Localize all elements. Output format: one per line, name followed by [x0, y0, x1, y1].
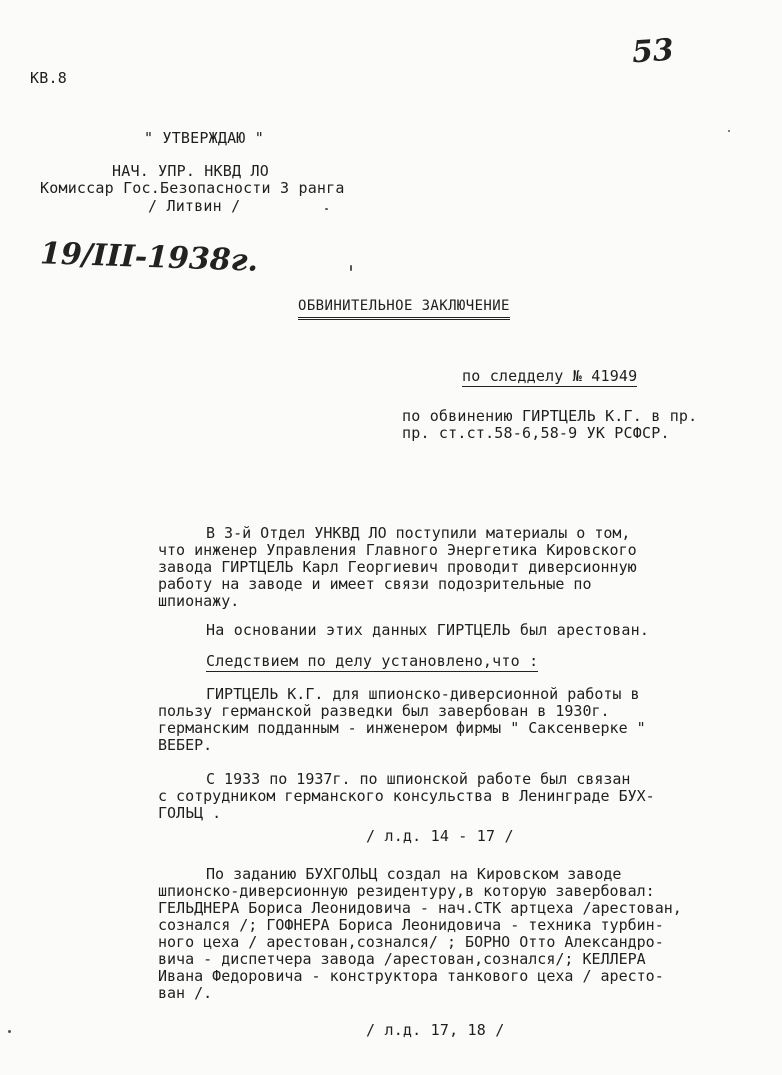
header-code: КВ.8 [30, 69, 67, 87]
paragraph-1-line: завода ГИРТЦЕЛЬ Карл Георгиевич проводит диверсионную [158, 558, 637, 576]
paragraph-6-line: сознался /; ГОФНЕРА Бориса Леонидовича - техника турбин- [158, 916, 664, 934]
paragraph-1-line: шпионажу. [158, 592, 240, 610]
page-number: 53 [630, 32, 675, 71]
paragraph-6-line: Ивана Федоровича - конструктора танкового цеха / аресто- [158, 967, 664, 985]
paragraph-6-line: вича - диспетчера завода /арестован,сознался/; КЕЛЛЕРА [158, 950, 646, 968]
approval-name: / Литвин / [148, 197, 241, 215]
paragraph-4-line: ВЕБЕР. [158, 736, 213, 754]
approval-position-line1: НАЧ. УПР. НКВД ЛО [112, 162, 269, 180]
approval-date-handwritten: 19/III-1938г. [39, 236, 259, 279]
charge-line-2: пр. ст.ст.58-6,58-9 УК РСФСР. [402, 424, 670, 442]
document-title: ОБВИНИТЕЛЬНОЕ ЗАКЛЮЧЕНИЕ [298, 298, 510, 320]
paragraph-6-line: ного цеха / арестован,сознался/ ; БОРНО Отто Александро- [158, 933, 664, 951]
paragraph-1-line: работу на заводе и имеет связи подозрительные по [158, 575, 592, 593]
paragraph-4-line: ГИРТЦЕЛЬ К.Г. для шпионско-диверсионной работы в [206, 685, 640, 703]
case-number: по следделу № 41949 [462, 367, 638, 385]
scan-speck [728, 130, 730, 132]
approval-title: " УТВЕРЖДАЮ " [144, 129, 264, 147]
paragraph-1-line: что инженер Управления Главного Энергетика Кировского [158, 541, 637, 559]
paragraph-6-line: ГЕЛЬДНЕРА Бориса Леонидовича - нач.СТК артцеха /арестован, [158, 899, 682, 917]
charge-line-1: по обвинению ГИРТЦЕЛЬ К.Г. в пр. [402, 407, 698, 425]
reference-2: / л.д. 17, 18 / [366, 1021, 505, 1039]
scan-speck [8, 1030, 11, 1033]
paragraph-1-line: В 3-й Отдел УНКВД ЛО поступили материалы о том, [206, 524, 631, 542]
paragraph-6-line: По заданию БУХГОЛЬЦ создал на Кировском заводе [206, 865, 622, 883]
scan-speck [350, 265, 352, 271]
paragraph-5-line: С 1933 по 1937г. по шпионской работе был связан [206, 770, 631, 788]
paragraph-2: На основании этих данных ГИРТЦЕЛЬ был арестован. [206, 621, 650, 639]
scan-speck [325, 208, 328, 210]
paragraph-6-line: шпионско-диверсионную резидентуру,в которую завербовал: [158, 882, 655, 900]
paragraph-6-line: ван /. [158, 984, 213, 1002]
reference-1: / л.д. 14 - 17 / [366, 827, 514, 845]
paragraph-5-line: с сотрудником германского консульства в Ленинграде БУХ- [158, 787, 655, 805]
approval-position-line2: Комиссар Гос.Безопасности 3 ранга [40, 179, 345, 197]
paragraph-3: Следствием по делу установлено,что : [206, 652, 539, 670]
paragraph-4-line: германским подданным - инженером фирмы " Саксенверке " [158, 719, 646, 737]
paragraph-5-line: ГОЛЬЦ . [158, 804, 222, 822]
paragraph-4-line: пользу германской разведки был завербован в 1930г. [158, 702, 610, 720]
